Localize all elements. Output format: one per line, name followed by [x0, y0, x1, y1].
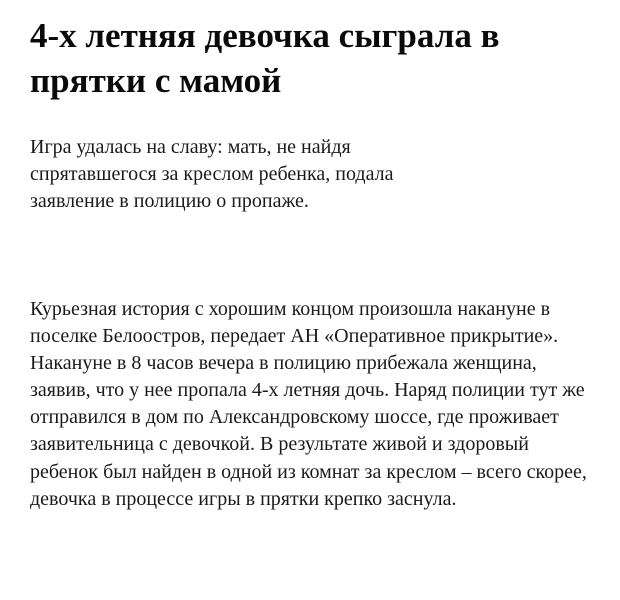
article-headline: 4-х летняя девочка сыграла в прятки с мамой	[30, 16, 500, 100]
article	[30, 0, 600, 510]
article-lead: Игра удалась на славу: мать, не найдя спрятавшегося за креслом ребенка, подала заявление в полицию о пропаже.	[30, 136, 394, 212]
article-body: Курьезная история с хорошим концом произошла накануне в поселке Белоостров, передает АН «Оперативное прикрытие». Накануне в 8 часов вечера в полицию прибежала женщина, заявив, что у нее пропала 4-х летняя дочь. Наряд полиции тут же отправился в дом по Александровскому шоссе, где проживает заявительница с девочкой. В результате живой и здоровый ребенок был найден в одной из комнат за креслом – всего скорее, девочка в процессе игры в прятки крепко заснула.	[30, 298, 587, 510]
